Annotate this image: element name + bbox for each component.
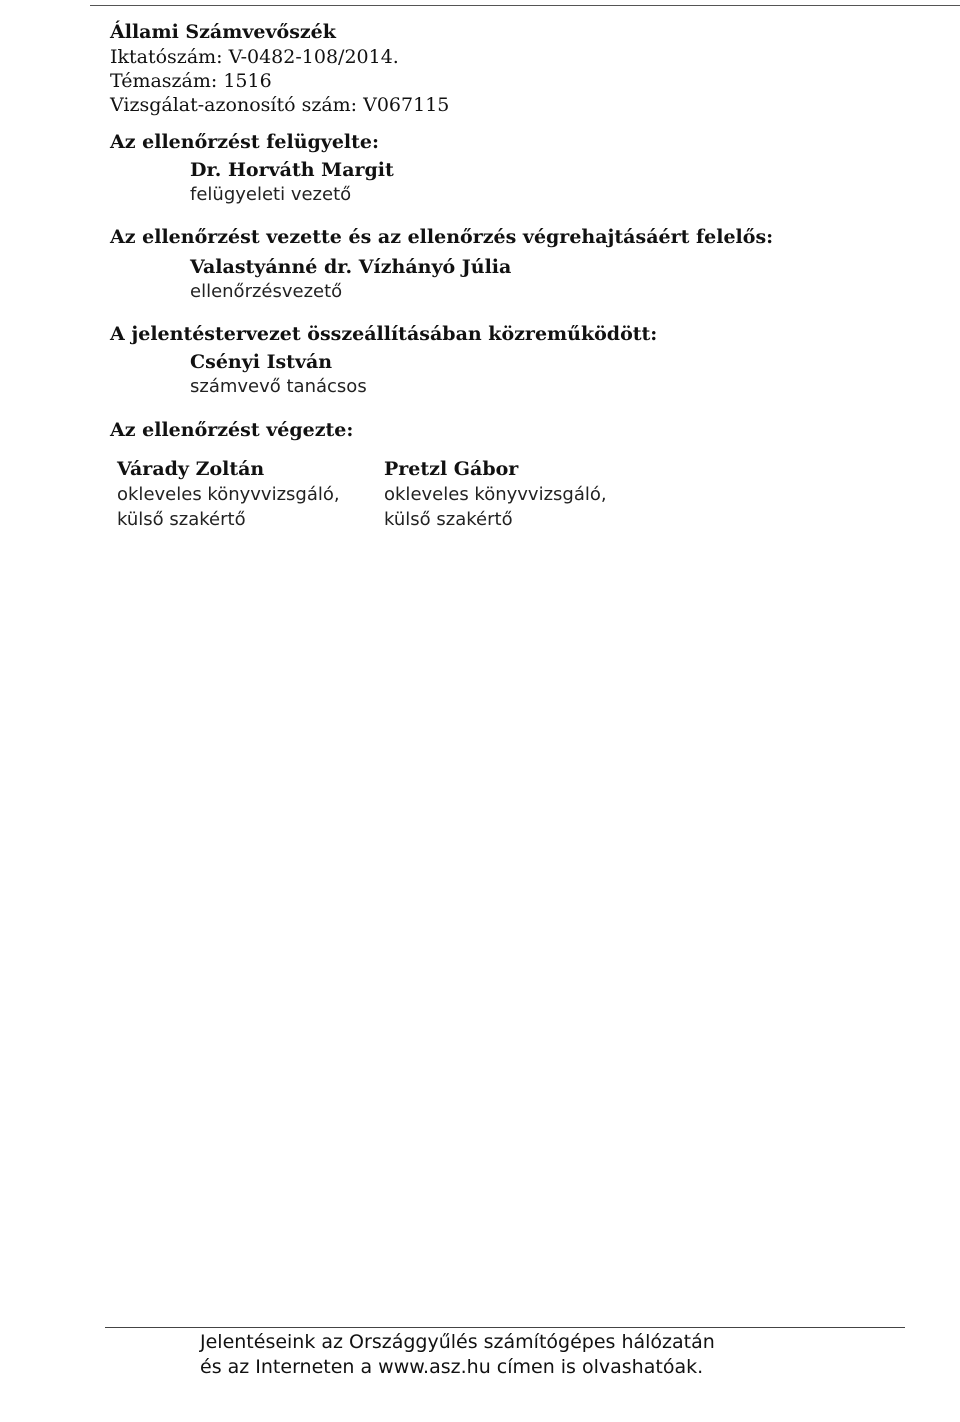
led-heading: Az ellenőrzést vezette és az ellenőrzés végrehajtásáért felelős: <box>110 226 774 248</box>
auditor-1-title-line1: okleveles könyvvizsgáló, <box>117 484 340 505</box>
footer-line-2: és az Interneten a www.asz.hu címen is olvashatóak. <box>200 1356 704 1378</box>
auditor-1-block <box>117 457 387 532</box>
registration-number: Iktatószám: V-0482-108/2014. <box>110 46 399 68</box>
auditor-1-title-line2: külső szakértő <box>117 509 246 530</box>
performed-heading: Az ellenőrzést végezte: <box>110 419 354 441</box>
draft-contributor-title: számvevő tanácsos <box>190 376 367 397</box>
document-header <box>110 20 910 117</box>
footer-note <box>200 1330 900 1380</box>
lead-name: Valastyánné dr. Vízhányó Júlia <box>190 256 512 278</box>
auditor-1-name: Várady Zoltán <box>117 458 265 480</box>
draft-heading: A jelentéstervezet összeállításában közreműködött: <box>110 323 658 345</box>
lead-title: ellenőrzésvezető <box>190 281 343 302</box>
supervisor-title: felügyeleti vezető <box>190 184 352 205</box>
supervisor-name: Dr. Horváth Margit <box>190 159 394 181</box>
footer-line-1: Jelentéseink az Országgyűlés számítógépes hálózatán <box>200 1331 715 1353</box>
topic-number: Témaszám: 1516 <box>110 70 272 92</box>
audit-id: Vizsgálat-azonosító szám: V067115 <box>110 94 450 116</box>
auditor-2-title-line1: okleveles könyvvizsgáló, <box>384 484 607 505</box>
auditor-2-block <box>384 457 654 532</box>
supervisor-block <box>190 158 394 207</box>
auditor-2-title-line2: külső szakértő <box>384 509 513 530</box>
supervised-heading: Az ellenőrzést felügyelte: <box>110 131 380 153</box>
draft-contributor-block <box>190 350 367 399</box>
draft-contributor-name: Csényi István <box>190 351 333 373</box>
footer-rule <box>105 1327 905 1328</box>
auditor-2-name: Pretzl Gábor <box>384 458 519 480</box>
organization-name: Állami Számvevőszék <box>110 21 336 43</box>
top-rule <box>90 5 960 6</box>
lead-block <box>190 255 511 304</box>
